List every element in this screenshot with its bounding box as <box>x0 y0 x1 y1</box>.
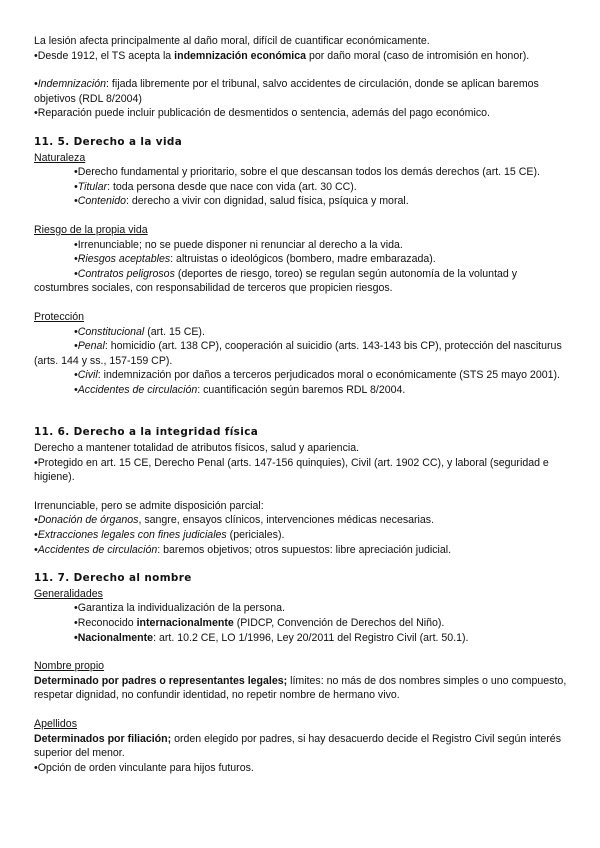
apellidos-text: Determinados por filiación; orden elegido por padres, si hay desacuerdo decide el Registro Civil según interés superior del menor. <box>34 732 561 760</box>
proteccion-item-1: •Constitucional (art. 15 CE). <box>74 325 205 338</box>
document-page <box>34 34 574 775</box>
generalidades-item-1: •Garantiza la individualización de la persona. <box>74 602 286 615</box>
integridad-line-2: •Protegido en art. 15 CE, Derecho Penal (arts. 147-156 quinquies), Civil (art. 1902 CC), y laboral (seguridad e higiene). <box>34 456 549 484</box>
generalidades-item-3: •Nacionalmente: art. 10.2 CE, LO 1/1996, Ley 20/2011 del Registro Civil (art. 50.1). <box>74 631 469 644</box>
integridad-line-4: •Donación de órganos, sangre, ensayos clínicos, intervenciones médicas necesarias. <box>34 514 435 527</box>
integridad-line-3: Irrenunciable, pero se admite disposición parcial: <box>34 499 264 512</box>
riesgo-item-2: •Riesgos aceptables: altruistas o ideológicos (bombero, madre embarazada). <box>74 253 436 266</box>
naturaleza-item-3: •Contenido: derecho a vivir con dignidad, salud física, psíquica y moral. <box>74 195 409 208</box>
subheading-naturaleza: Naturaleza <box>34 151 86 164</box>
intro-line-3: •Indemnización: fijada libremente por el tribunal, salvo accidentes de circulación, donde se aplican baremos objetivos (RDL 8/2004) <box>34 78 539 105</box>
proteccion-item-4: •Accidentes de circulación: cuantificación según baremos RDL 8/2004. <box>74 383 406 396</box>
intro-line-2: •Desde 1912, el TS acepta la indemnización económica por daño moral (caso de intromisión en honor). <box>34 49 530 62</box>
intro-line-4: •Reparación puede incluir publicación de desmentidos o sentencia, además del pago económico. <box>34 107 490 120</box>
generalidades-item-2: •Reconocido internacionalmente (PIDCP, Convención de Derechos del Niño). <box>74 617 445 629</box>
subheading-proteccion: Protección <box>34 310 85 323</box>
subheading-riesgo: Riesgo de la propia vida <box>34 223 148 236</box>
nombre-propio-text: Determinado por padres o representantes legales; límites: no más de dos nombres simples o uno compuesto, respetar dignidad, no confundir identidad, no repetir nombre de hermano vivo. <box>34 674 567 702</box>
proteccion-item-3: •Civil: indemnización por daños a terceros perjudicados moral o económicamente (STS 25 mayo 2001). <box>74 369 560 382</box>
section-heading-11-5: 11. 5. Derecho a la vida <box>34 135 183 148</box>
integridad-line-1: Derecho a mantener totalidad de atributos físicos, salud y apariencia. <box>34 442 360 455</box>
integridad-line-6: •Accidentes de circulación: baremos objetivos; otros supuestos: libre apreciación judicial. <box>34 543 452 556</box>
naturaleza-item-1: •Derecho fundamental y prioritario, sobre el que descansan todos los demás derechos (art. 15 CE). <box>74 166 540 179</box>
riesgo-item-1: •Irrenunciable; no se puede disponer ni renunciar al derecho a la vida. <box>74 238 403 251</box>
intro-line-1: La lesión afecta principalmente al daño moral, difícil de cuantificar económicamente. <box>34 35 430 47</box>
proteccion-item-2: •Penal: homicidio (art. 138 CP), cooperación al suicidio (arts. 143-143 bis CP), protección del nasciturus (arts. 144 y ss., 157-159 CP). <box>34 340 562 367</box>
section-heading-11-6: 11. 6. Derecho a la integridad física <box>34 426 259 439</box>
subheading-generalidades: Generalidades <box>34 587 103 600</box>
riesgo-item-3: •Contratos peligrosos (deportes de riesgo, toreo) se regulan según autonomía de la voluntad y costumbres sociales, con responsabilidad de terceros que propicien riesgos. <box>34 267 518 295</box>
integridad-line-5: •Extracciones legales con fines judiciales (periciales). <box>34 529 285 542</box>
apellidos-item-1: •Opción de orden vinculante para hijos futuros. <box>34 761 254 774</box>
subheading-nombre-propio: Nombre propio <box>34 660 105 673</box>
subheading-apellidos: Apellidos <box>34 717 77 730</box>
section-heading-11-7: 11. 7. Derecho al nombre <box>34 572 192 585</box>
naturaleza-item-2: •Titular: toda persona desde que nace con vida (art. 30 CC). <box>74 180 357 193</box>
